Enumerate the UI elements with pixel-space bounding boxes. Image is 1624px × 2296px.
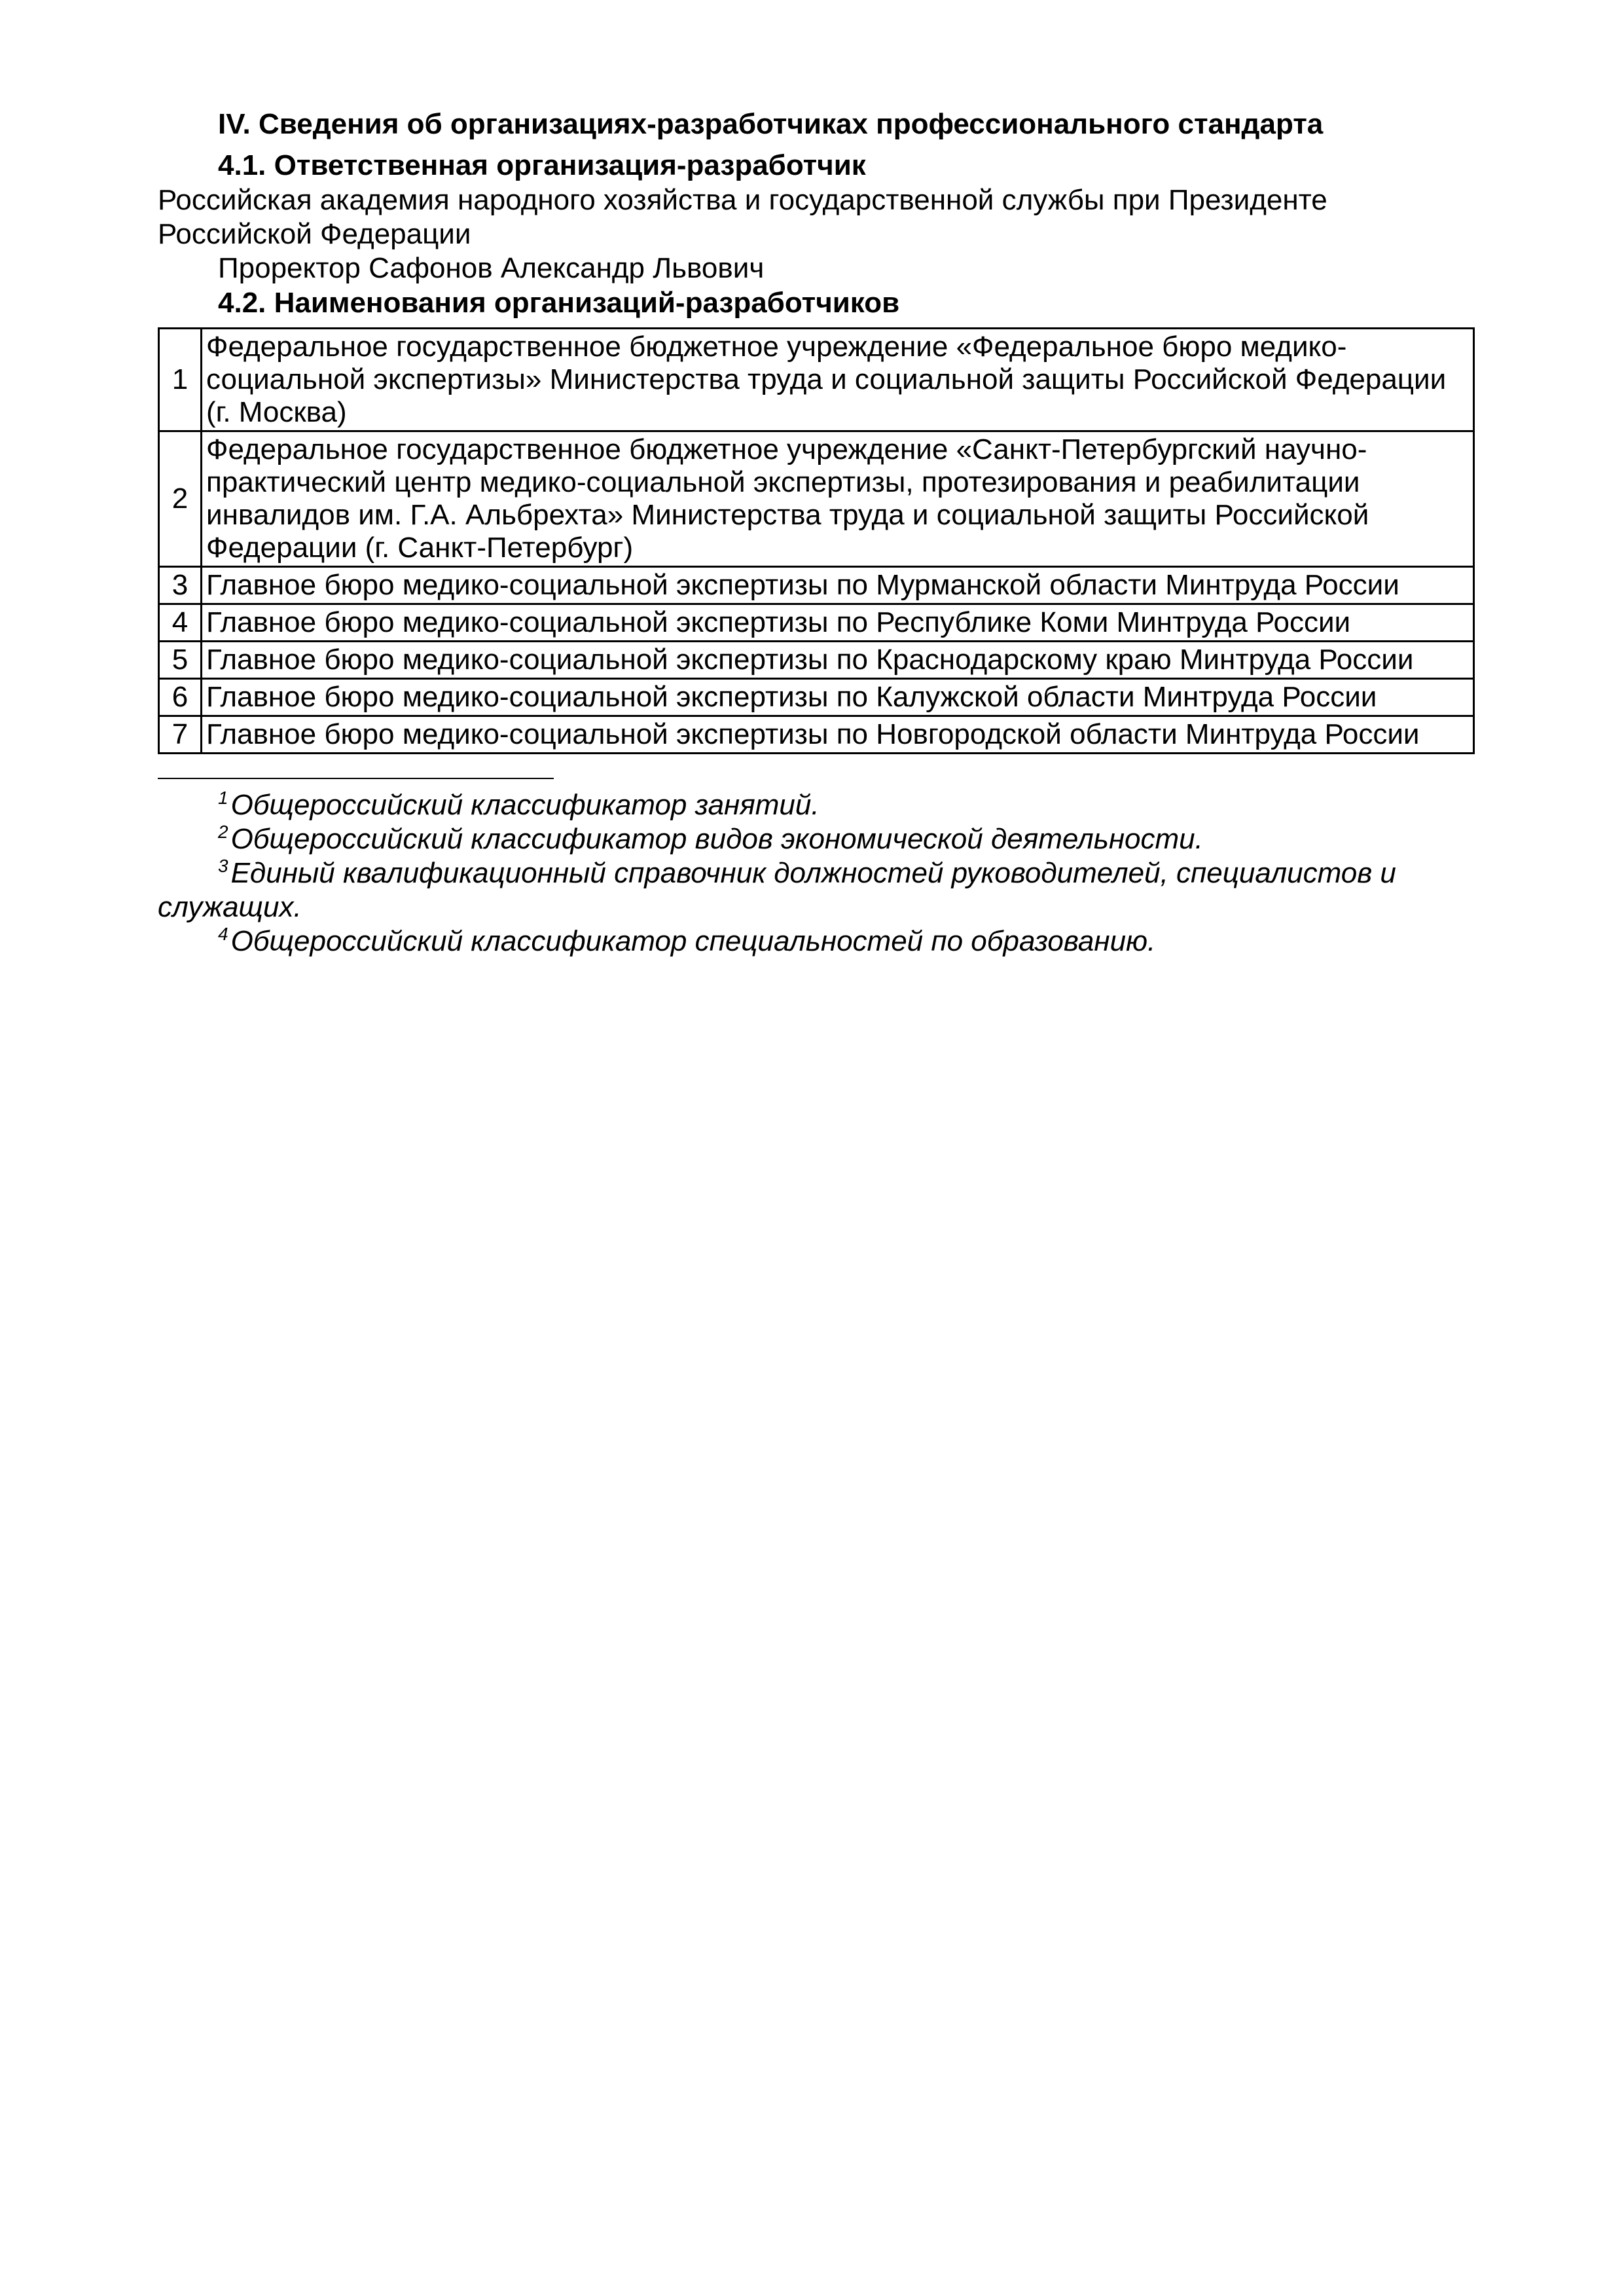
row-number: 7 (159, 716, 202, 754)
footnote-text: Общероссийский классификатор специальностей по образованию. (230, 925, 1156, 957)
footnote-text: Единый квалификационный справочник должностей руководителей, специалистов и служащих. (158, 857, 1396, 923)
table-row (159, 716, 1474, 754)
footnote-text: Общероссийский классификатор занятий. (230, 789, 820, 821)
table-row (159, 567, 1474, 604)
table-row (159, 679, 1474, 716)
org-name-cell: Главное бюро медико-социальной экспертизы по Мурманской области Минтруда России (202, 567, 1474, 604)
org-name-cell: Главное бюро медико-социальной экспертизы по Краснодарскому краю Минтруда России (202, 642, 1474, 679)
section-title: IV. Сведения об организациях-разработчиках профессионального стандарта (218, 108, 1324, 140)
footnote-mark: 2 (218, 822, 228, 842)
document-page (158, 105, 1475, 958)
footnote-text: Общероссийский классификатор видов экономической деятельности. (230, 823, 1203, 855)
row-number: 1 (159, 329, 202, 431)
responsible-signatory: Проректор Сафонов Александр Львович (218, 252, 765, 284)
row-number: 2 (159, 431, 202, 567)
table-row (159, 431, 1474, 567)
org-name-cell: Федеральное государственное бюджетное учреждение «Федеральное бюро медико-социальной экспертизы» Министерства труда и социальной защиты Российской Федерации (г. Москва) (202, 329, 1474, 431)
row-number: 6 (159, 679, 202, 716)
org-name-cell: Главное бюро медико-социальной экспертизы по Республике Коми Минтруда России (202, 604, 1474, 642)
footnote-item (158, 856, 1475, 924)
table-row (159, 329, 1474, 431)
developers-heading: 4.2. Наименования организаций-разработчиков (218, 287, 900, 319)
footnotes (158, 788, 1475, 958)
responsible-org-name: Российская академия народного хозяйства и государственной службы при Президенте Российской Федерации (158, 184, 1327, 250)
row-number: 5 (159, 642, 202, 679)
responsible-org-heading: 4.1. Ответственная организация-разработчик (218, 149, 866, 181)
org-name-cell: Главное бюро медико-социальной экспертизы по Новгородской области Минтруда России (202, 716, 1474, 754)
footnote-divider (158, 778, 554, 779)
footnote-item (158, 924, 1475, 958)
developers-table (158, 327, 1475, 754)
org-name-cell: Федеральное государственное бюджетное учреждение «Санкт-Петербургский научно-практический центр медико-социальной экспертизы, протезирования и реабилитации инвалидов им. Г.А. Альбрехта» Министерства труда и социальной защиты Российской Федерации (г. Санкт-Петербург) (202, 431, 1474, 567)
footnote-item (158, 788, 1475, 822)
footnote-mark: 3 (218, 856, 228, 876)
table-row (159, 642, 1474, 679)
table-row (159, 604, 1474, 642)
footnote-item (158, 822, 1475, 856)
row-number: 3 (159, 567, 202, 604)
row-number: 4 (159, 604, 202, 642)
footnote-mark: 1 (218, 788, 228, 808)
org-name-cell: Главное бюро медико-социальной экспертизы по Калужской области Минтруда России (202, 679, 1474, 716)
footnote-mark: 4 (218, 924, 228, 944)
